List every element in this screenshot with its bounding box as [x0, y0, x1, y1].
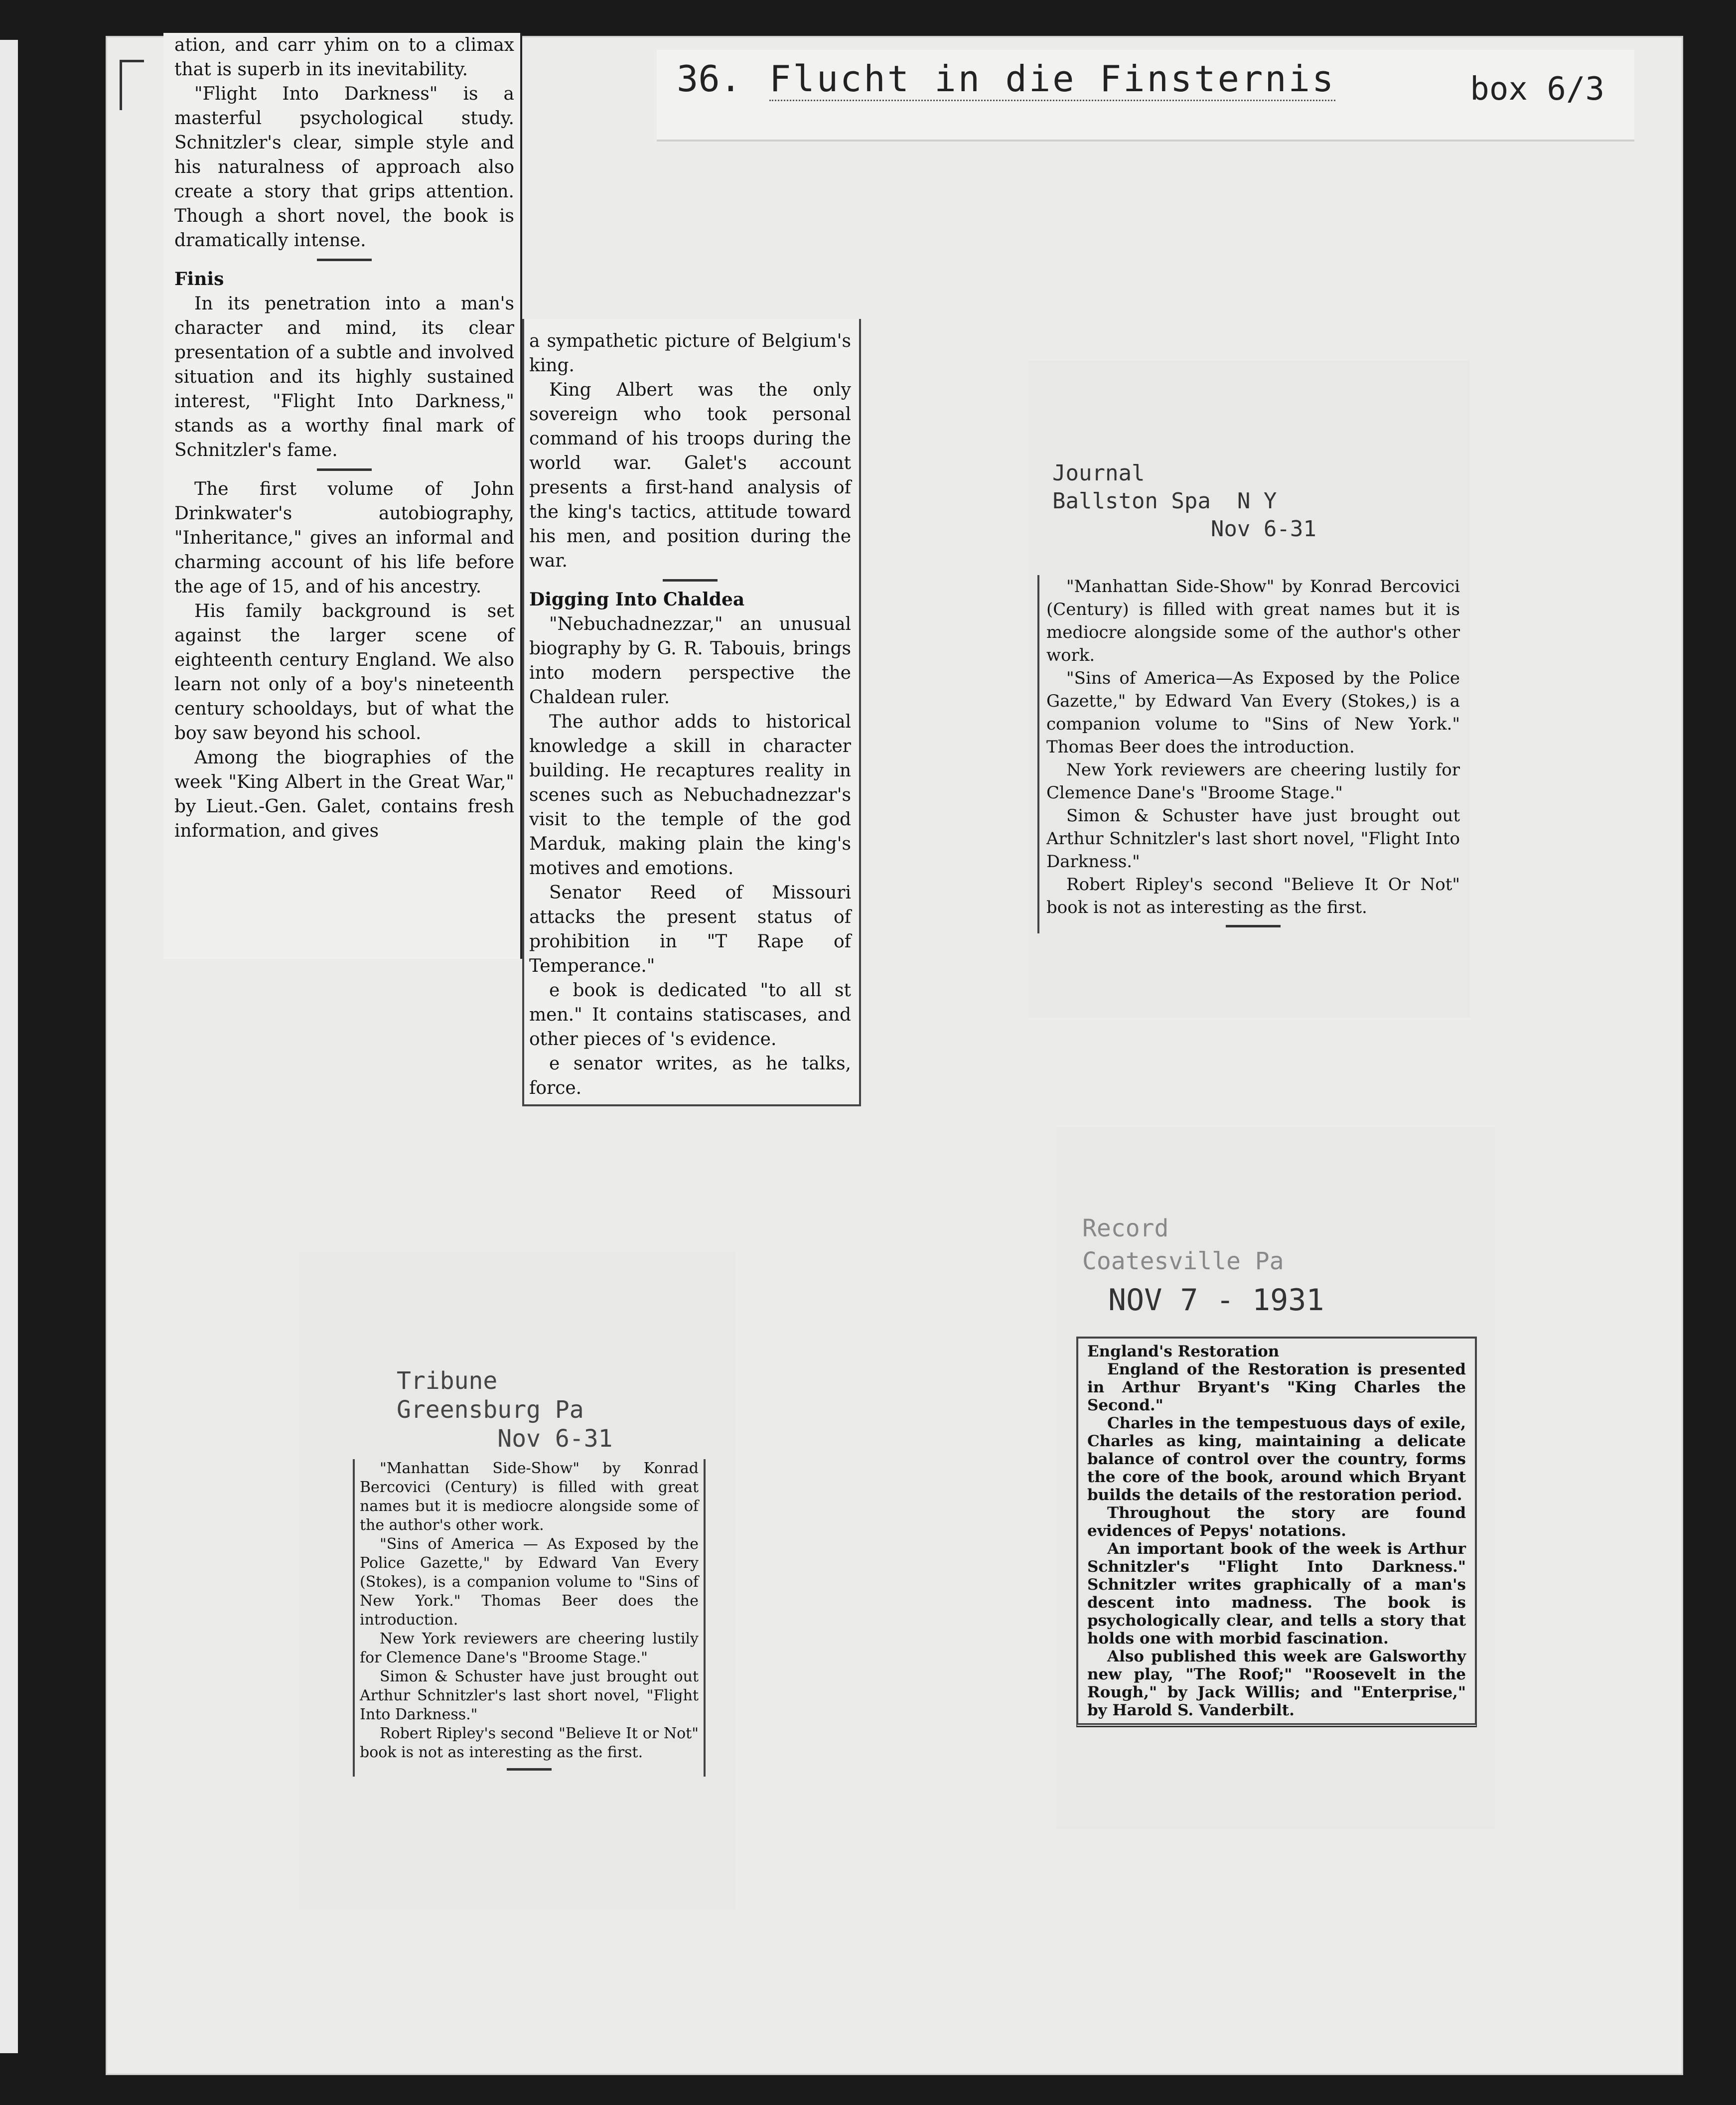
- paragraph: "Nebuchadnezzar," an unusual biography by G. R. Tabouis, brings into modern perspective the Chaldean ruler.: [529, 614, 851, 708]
- paragraph: New York reviewers are cheering lustily for Clemence Dane's "Broome Stage.": [360, 1630, 699, 1666]
- paragraph: Simon & Schuster have just brought out Arthur Schnitzler's last short novel, "Flight Into Darkness.": [1046, 806, 1460, 872]
- clipping-text: [353, 1459, 706, 1777]
- paragraph: Also published this week are Galsworthy new play, "The Roof;" "Roosevelt in the Rough," by Jack Willis; and "Enterprise," by Harold S. Vanderbilt.: [1087, 1648, 1466, 1719]
- clipping-column-1: [163, 33, 522, 959]
- source-name: Record: [1082, 1214, 1169, 1242]
- paragraph: "Sins of America—As Exposed by the Police Gazette," by Edward Van Every (Stokes,) is a companion volume to "Sins of New York." Thomas Beer does the introduction.: [1046, 668, 1460, 757]
- tribune-clipping-card: [299, 1252, 735, 1910]
- divider: [1226, 925, 1281, 927]
- paragraph: "Manhattan Side-Show" by Konrad Bercovici (Century) is filled with great names but it is mediocre alongside some of the author's other work.: [360, 1460, 699, 1534]
- paragraph: a sympathetic picture of Belgium's king.: [529, 331, 851, 376]
- record-clipping-card: [1056, 1127, 1495, 1829]
- clipping-source: [397, 1366, 612, 1453]
- paragraph: e book is dedicated "to all st men." It contains statiscases, and other pieces of 's evidence.: [529, 980, 851, 1050]
- source-place: Coatesville Pa: [1082, 1247, 1284, 1275]
- paragraph: Simon & Schuster have just brought out Arthur Schnitzler's last short novel, "Flight Into Darkness.": [360, 1668, 699, 1723]
- section-heading: Digging Into Chaldea: [529, 589, 745, 610]
- divider: [663, 579, 718, 582]
- section-heading: Finis: [174, 269, 224, 290]
- clipping-column-2: [522, 319, 861, 1106]
- clipping-text: [1076, 1337, 1477, 1727]
- paragraph: The author adds to historical knowledge a skill in character building. He recaptures reality in scenes such as Nebuchadnezzar's visit to the temple of the god Marduk, making plain the king's motives and emotions.: [529, 712, 851, 879]
- sheet-title: Flucht in die Finsternis: [769, 58, 1335, 101]
- box-label: box 6/3: [1470, 71, 1604, 108]
- clipping-date: Nov 6-31: [497, 1425, 613, 1453]
- section-heading: England's Restoration: [1087, 1343, 1280, 1360]
- divider: [317, 468, 372, 471]
- paragraph: England of the Restoration is presented in Arthur Bryant's "King Charles the Second.": [1087, 1360, 1466, 1414]
- clipping-source: [1052, 459, 1316, 543]
- adjacent-page-edge: [0, 40, 18, 2053]
- paragraph: His family background is set against the larger scene of eighteenth century England. We also learn not only of a boy's nineteenth century schooldays, but of what the boy saw beyond his school.: [174, 601, 514, 744]
- paragraph: Charles in the tempestuous days of exile, Charles as king, maintaining a delicate balance of control over the country, forms the core of the book, around which Bryant builds the details of the restoration period.: [1087, 1414, 1466, 1504]
- clipping-date: Nov 6-31: [1210, 516, 1316, 542]
- clipping-text: [1037, 575, 1460, 933]
- source-place: Greensburg Pa: [397, 1396, 584, 1424]
- paragraph: "Manhattan Side-Show" by Konrad Bercovici (Century) is filled with great names but it is mediocre alongside some of the author's other work.: [1046, 577, 1460, 665]
- paragraph: "Sins of America — As Exposed by the Police Gazette," by Edward Van Every (Stokes), is a companion volume to "Sins of New York." Thomas Beer does the introduction.: [360, 1535, 699, 1629]
- source-place: Ballston Spa N Y: [1052, 488, 1277, 514]
- paragraph: "Flight Into Darkness" is a masterful psychological study. Schnitzler's clear, simple style and his naturalness of approach also create a story that grips attention. Though a short novel, the book is dramatically intense.: [174, 84, 514, 251]
- clipping-source: [1082, 1212, 1284, 1278]
- paragraph: In its penetration into a man's character and mind, its clear presentation of a subtle and involved situation and its highly sustained interest, "Flight Into Darkness," stands as a worthy final mark of Schnitzler's fame.: [174, 294, 514, 460]
- source-name: Tribune: [397, 1367, 498, 1395]
- paragraph: New York reviewers are cheering lustily for Clemence Dane's "Broome Stage.": [1046, 760, 1460, 803]
- journal-clipping-card: [1028, 361, 1470, 1018]
- divider: [507, 1768, 552, 1771]
- paragraph: Robert Ripley's second "Believe It Or Not" book is not as interesting as the first.: [1046, 875, 1460, 917]
- paragraph: King Albert was the only sovereign who took personal command of his troops during the world war. Galet's account presents a first-hand analysis of the king's tactics, attitude toward his men, and position during the war.: [529, 380, 851, 571]
- paragraph: Among the biographies of the week "King Albert in the Great War," by Lieut.-Gen. Galet, contains fresh information, and gives: [174, 748, 514, 841]
- paragraph: Throughout the story are found evidences of Pepys' notations.: [1087, 1504, 1466, 1540]
- paragraph: Senator Reed of Missouri attacks the present status of prohibition in "T Rape of Temperance.": [529, 883, 851, 976]
- item-number: 36.: [677, 58, 742, 100]
- paragraph: The first volume of John Drinkwater's autobiography, "Inheritance," gives an informal and charming account of his life before the age of 15, and of his ancestry.: [174, 479, 514, 597]
- source-name: Journal: [1052, 460, 1145, 486]
- paragraph: ation, and carr yhim on to a climax that is superb in its inevitability.: [174, 35, 514, 80]
- date-stamp: NOV 7 - 1931: [1108, 1283, 1324, 1318]
- sheet-header: [657, 50, 1634, 142]
- paragraph: Robert Ripley's second "Believe It or Not" book is not as interesting as the first.: [360, 1725, 699, 1761]
- divider: [317, 259, 372, 261]
- corner-mark: [120, 60, 144, 110]
- paragraph: An important book of the week is Arthur Schnitzler's "Flight Into Darkness." Schnitzler writes graphically of a man's descent into madness. The book is psychologically clear, and tells a story that holds one with morbid fascination.: [1087, 1540, 1466, 1648]
- paragraph: e senator writes, as he talks, force.: [529, 1053, 851, 1098]
